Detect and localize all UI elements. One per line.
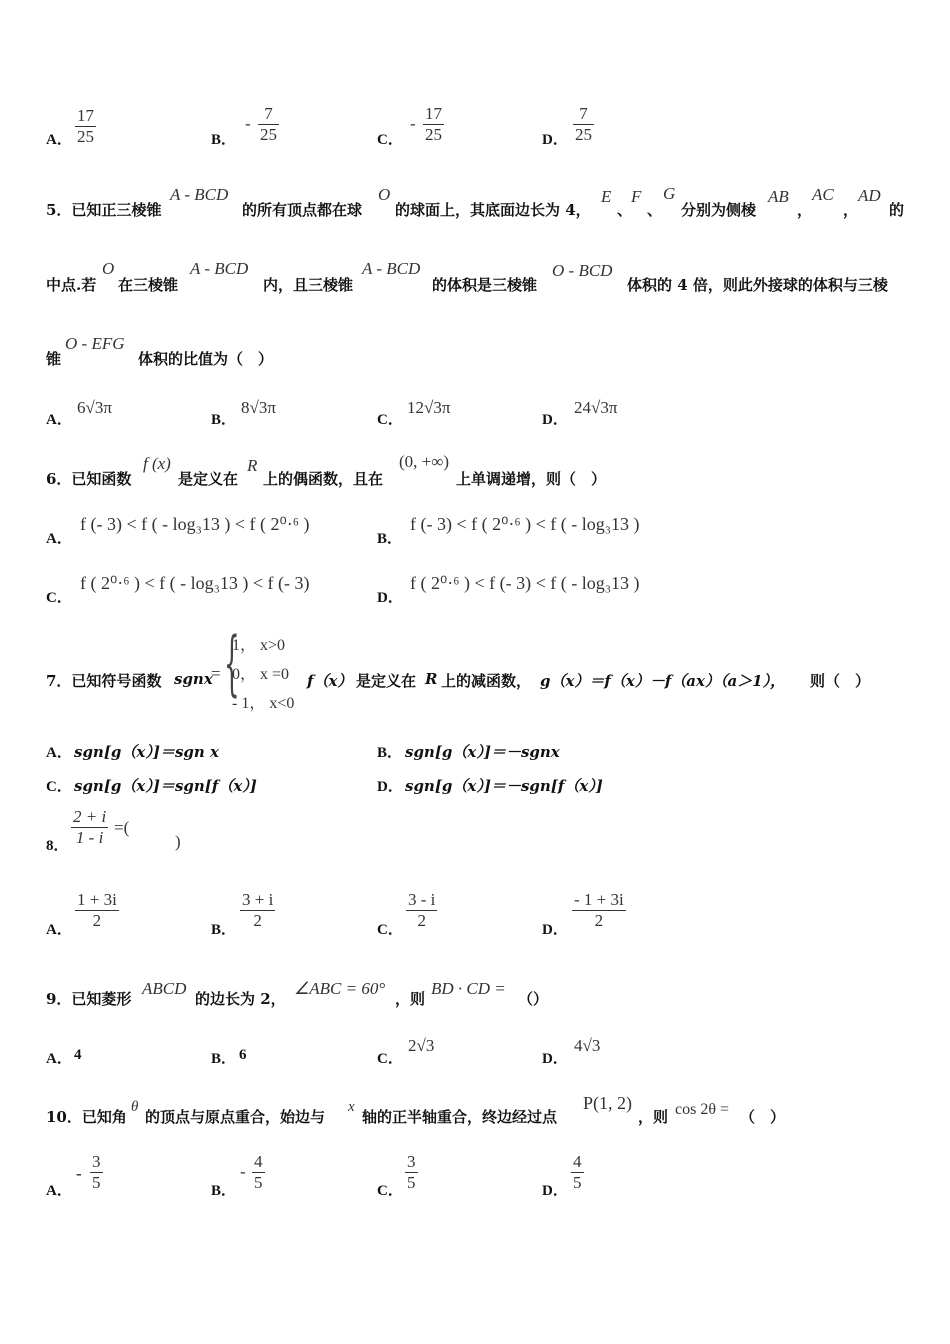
q5-text-5: 、 (647, 201, 663, 219)
q6-text-1: 6．已知函数 (46, 470, 132, 488)
q10-math-3: P(1, 2) (583, 1093, 632, 1113)
q5-text-16: 体积的比值为（ ） (138, 350, 274, 368)
q7-option-b-value: sgn[g（x）]＝－sgnx (405, 743, 560, 761)
q10-option-a-label: A． (46, 1183, 72, 1199)
q7-text-1: 是定义在 (356, 672, 417, 690)
q9-math-2: ∠ABC = 60° (294, 979, 386, 998)
q10-text-1: 10．已知角 (46, 1108, 127, 1126)
q10-option-a-fraction: $\frac{3}{5}$ (92, 1152, 101, 1192)
q9-math-1: ABCD (142, 979, 187, 998)
q9-option-c-label: C． (377, 1051, 403, 1067)
q5-text-4: 、 (617, 201, 633, 219)
q9-option-a-label: A． (46, 1051, 72, 1067)
q7-case-2: 0， x =0 (232, 666, 290, 683)
q8-option-b-fraction: $\frac{3 + i}{2}$ (242, 890, 274, 930)
q5-text-15: 锥 (46, 350, 62, 368)
q9-math-3: BD · CD = (431, 979, 506, 998)
q10-text-5: （ ） (740, 1108, 786, 1126)
q7-option-d-label: D． (377, 779, 403, 795)
q5-text-13: 的体积是三棱锥 (432, 276, 538, 294)
q10-option-a-sign: - (76, 1164, 82, 1183)
q8-close: ) (175, 832, 181, 851)
q5-option-b-value: 8√3π (241, 398, 276, 417)
q5-text-9: 的 (889, 201, 905, 219)
q10-text-2: 的顶点与原点重合，始边与 (145, 1108, 326, 1126)
q7-fx: f（x） (307, 672, 353, 690)
q5-math-5: G (663, 184, 676, 203)
q5-math-4: F (631, 187, 642, 206)
q6-option-b-label: B． (377, 531, 403, 547)
q4-option-d-label: D． (542, 132, 568, 148)
q6-option-d-value: f ( 2⁰·⁶ ) < f (- 3) < f ( - log₃13 ) (410, 573, 640, 593)
q6-option-c-value: f ( 2⁰·⁶ ) < f ( - log₃13 ) < f (- 3) (80, 573, 310, 593)
q5-option-c-label: C． (377, 412, 403, 428)
q4-option-b-fraction: $\frac{7}{25}$ (260, 104, 277, 144)
q7-option-d-value: sgn[g（x）]＝－sgn[f（x）] (405, 777, 603, 795)
q8-tail: =( (114, 818, 130, 837)
q7-sgnx: sgnx (174, 670, 213, 688)
q9-option-d-value: 4√3 (574, 1036, 601, 1055)
q10-option-d-label: D． (542, 1183, 568, 1199)
q9-option-c-value: 2√3 (408, 1036, 435, 1055)
q6-option-c-label: C． (46, 590, 72, 606)
q9-option-b-label: B． (211, 1051, 237, 1067)
q5-text-2: 的所有顶点都在球 (242, 201, 363, 219)
q10-option-c-label: C． (377, 1183, 403, 1199)
q5-math-9: O (102, 259, 115, 278)
q5-option-d-value: 24√3π (574, 398, 618, 417)
q7-brace: { (224, 622, 240, 704)
q4-option-a-fraction: $\frac{17}{25}$ (77, 106, 94, 146)
q10-math-1: θ (131, 1099, 139, 1115)
q5-math-13: O - EFG (65, 334, 125, 353)
q7-option-c-label: C． (46, 779, 72, 795)
q4-option-c-label: C． (377, 132, 403, 148)
q8-option-a-fraction: $\frac{1 + 3i}{2}$ (77, 890, 117, 930)
q5-option-c-value: 12√3π (407, 398, 451, 417)
q7-text-3: 则（ ） (810, 672, 871, 690)
q10-text-3: 轴的正半轴重合，终边经过点 (362, 1108, 558, 1126)
q9-text-1: 9．已知菱形 (46, 990, 132, 1008)
q8-option-d-label: D． (542, 922, 568, 938)
q9-option-d-label: D． (542, 1051, 568, 1067)
q7-g-def: g（x）＝f（x）－f（ax）（a＞1）， (540, 672, 786, 690)
q10-option-b-sign: - (240, 1162, 246, 1181)
q5-math-8: AD (858, 186, 881, 205)
q4-option-b-label: B． (211, 132, 237, 148)
q6-math-2: R (247, 456, 258, 475)
q9-text-2: 的边长为 2， (195, 990, 286, 1008)
q6-math-1: f (x) (143, 454, 171, 473)
q5-text-14: 体积的 4 倍，则此外接球的体积与三棱 (627, 276, 888, 294)
q8-fraction: $\frac{2 + i}{1 - i}$ (73, 807, 107, 847)
q7-option-c-value: sgn[g（x）]＝sgn[f（x）] (74, 777, 257, 795)
q9-text-4: （） (518, 990, 549, 1008)
q6-math-3: (0, +∞) (399, 452, 450, 471)
q5-math-7: AC (812, 185, 834, 204)
q7-option-a-label: A． (46, 745, 72, 761)
q4-option-c-fraction: $\frac{17}{25}$ (425, 104, 442, 144)
q8-option-c-fraction: $\frac{3 - i}{2}$ (408, 890, 436, 930)
q10-text-4: ，则 (638, 1108, 669, 1126)
q6-text-3: 上的偶函数，且在 (263, 470, 384, 488)
q5-text-6: 分别为侧棱 (681, 201, 757, 219)
q5-math-11: A - BCD (362, 259, 421, 278)
q4-option-b-sign: - (245, 114, 251, 133)
q7-case-3: - 1， x<0 (232, 695, 295, 712)
q5-math-10: A - BCD (190, 259, 249, 278)
q9-option-b-value: 6 (239, 1047, 247, 1063)
q9-option-a-value: 4 (74, 1047, 82, 1063)
q10-option-d-fraction: $\frac{4}{5}$ (573, 1152, 582, 1192)
q5-text-3: 的球面上，其底面边长为 4， (395, 201, 591, 219)
q5-text-12: 内，且三棱锥 (263, 276, 354, 294)
q10-option-b-label: B． (211, 1183, 237, 1199)
q10-option-c-fraction: $\frac{3}{5}$ (407, 1152, 416, 1192)
q4-option-c-sign: - (410, 114, 416, 133)
q7-eq: = (211, 664, 221, 683)
q5-text-10: 中点.若 (46, 276, 97, 294)
q5-option-a-label: A． (46, 412, 72, 428)
q8-option-a-label: A． (46, 922, 72, 938)
q5-option-d-label: D． (542, 412, 568, 428)
q8-label: 8． (46, 838, 69, 854)
q5-option-a-value: 6√3π (77, 398, 112, 417)
q10-math-4: cos 2θ = (675, 1101, 730, 1118)
q5-text-11: 在三棱锥 (118, 276, 179, 294)
q8-option-d-fraction: $\frac{- 1 + 3i}{2}$ (574, 890, 624, 930)
q4-option-a-label: A． (46, 132, 72, 148)
q9-text-3: ，则 (395, 990, 426, 1008)
q7-R: R (425, 670, 438, 688)
q6-option-b-value: f (- 3) < f ( 2⁰·⁶ ) < f ( - log₃13 ) (410, 514, 640, 534)
q5-math-3: E (601, 187, 612, 206)
q7-option-b-label: B． (377, 745, 403, 761)
q6-option-a-label: A． (46, 531, 72, 547)
q5-math-1: A - BCD (170, 185, 229, 204)
q5-math-12: O - BCD (552, 261, 613, 280)
q10-option-b-fraction: $\frac{4}{5}$ (254, 1152, 263, 1192)
q5-text-7: ， (797, 201, 813, 219)
q6-option-a-value: f (- 3) < f ( - log₃13 ) < f ( 2⁰·⁶ ) (80, 514, 310, 534)
q8-option-b-label: B． (211, 922, 237, 938)
q6-option-d-label: D． (377, 590, 403, 606)
q10-math-2: x (348, 1099, 355, 1115)
q5-math-2: O (378, 185, 391, 204)
q5-math-6: AB (768, 187, 789, 206)
q7-prefix: 7．已知符号函数 (46, 672, 162, 690)
q7-option-a-value: sgn[g（x）]＝sgn x (74, 743, 219, 761)
q8-option-c-label: C． (377, 922, 403, 938)
q7-case-1: 1， x>0 (232, 637, 286, 654)
q5-text-8: ， (843, 201, 859, 219)
q5-text-1: 5．已知正三棱锥 (46, 201, 162, 219)
q7-text-2: 上的减函数， (441, 672, 532, 690)
q6-text-2: 是定义在 (178, 470, 239, 488)
q6-text-4: 上单调递增，则（ ） (456, 470, 607, 488)
q5-option-b-label: B． (211, 412, 237, 428)
q4-option-d-fraction: $\frac{7}{25}$ (575, 104, 592, 144)
